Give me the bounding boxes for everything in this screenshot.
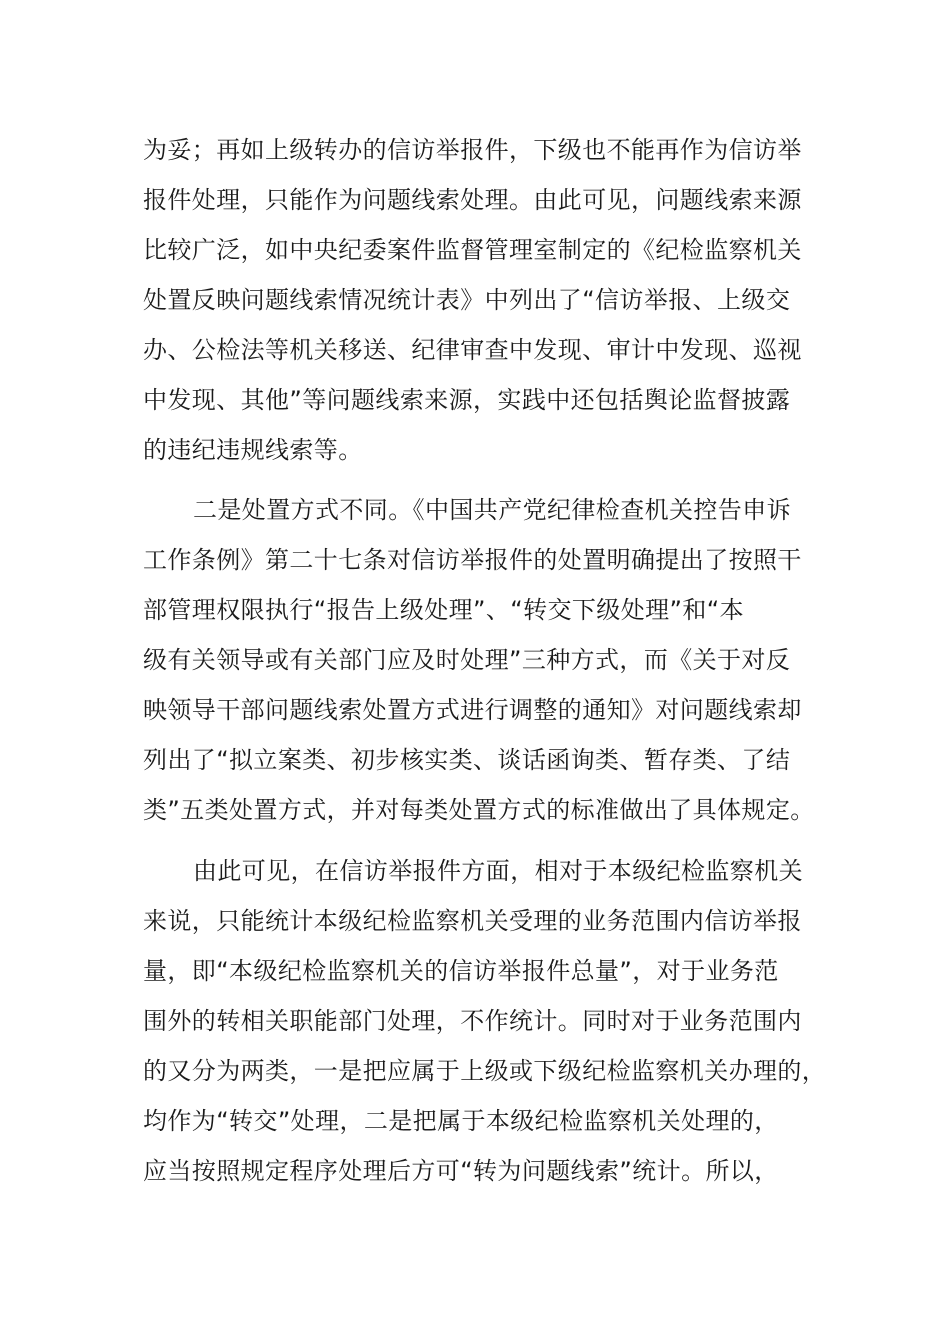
paragraph-1-line-2: 报件处理，只能作为问题线索处理。由此可见，问题线索来源 xyxy=(143,186,802,214)
paragraph-1-line-3: 比较广泛，如中央纪委案件监督管理室制定的《纪检监察机关 xyxy=(143,236,802,264)
paragraph-2-line-2: 工作条例》第二十七条对信访举报件的处置明确提出了按照干 xyxy=(143,546,802,574)
paragraph-3-line-5: 的又分为两类，一是把应属于上级或下级纪检监察机关办理的， xyxy=(143,1057,827,1085)
paragraph-3-line-7: 应当按照规定程序处理后方可“转为问题线索”统计。所以， xyxy=(143,1157,779,1185)
paragraph-2-line-1: 二是处置方式不同。《中国共产党纪律检查机关控告申诉 xyxy=(193,496,791,524)
paragraph-2-line-3: 部管理权限执行“报告上级处理”、“转交下级处理”和“本 xyxy=(143,596,744,624)
paragraph-2-line-4: 级有关领导或有关部门应及时处理”三种方式，而《关于对反 xyxy=(143,646,791,674)
paragraph-1-line-4: 处置反映问题线索情况统计表》中列出了“信访举报、上级交 xyxy=(143,286,791,314)
paragraph-3-line-6: 均作为“转交”处理，二是把属于本级纪检监察机关处理的， xyxy=(143,1107,779,1135)
paragraph-2-line-7: 类”五类处置方式，并对每类处置方式的标准做出了具体规定。 xyxy=(143,796,815,824)
paragraph-3-line-2: 来说，只能统计本级纪检监察机关受理的业务范围内信访举报 xyxy=(143,907,802,935)
paragraph-1-line-1: 为妥；再如上级转办的信访举报件，下级也不能再作为信访举 xyxy=(143,136,802,164)
paragraph-3-line-1: 由此可见，在信访举报件方面，相对于本级纪检监察机关 xyxy=(193,857,803,885)
paragraph-1-line-5: 办、公检法等机关移送、纪律审查中发现、审计中发现、巡视 xyxy=(143,336,802,364)
paragraph-2-line-6: 列出了“拟立案类、初步核实类、谈话函询类、暂存类、了结 xyxy=(143,746,791,774)
paragraph-3-line-3: 量，即“本级纪检监察机关的信访举报件总量”，对于业务范 xyxy=(143,957,779,985)
paragraph-1-line-7: 的违纪违规线索等。 xyxy=(143,436,363,464)
paragraph-1-line-6: 中发现、其他”等问题线索来源，实践中还包括舆论监督披露 xyxy=(143,386,791,414)
paragraph-3-line-4: 围外的转相关职能部门处理，不作统计。同时对于业务范围内 xyxy=(143,1007,802,1035)
paragraph-2-line-5: 映领导干部问题线索处置方式进行调整的通知》对问题线索却 xyxy=(143,696,802,724)
